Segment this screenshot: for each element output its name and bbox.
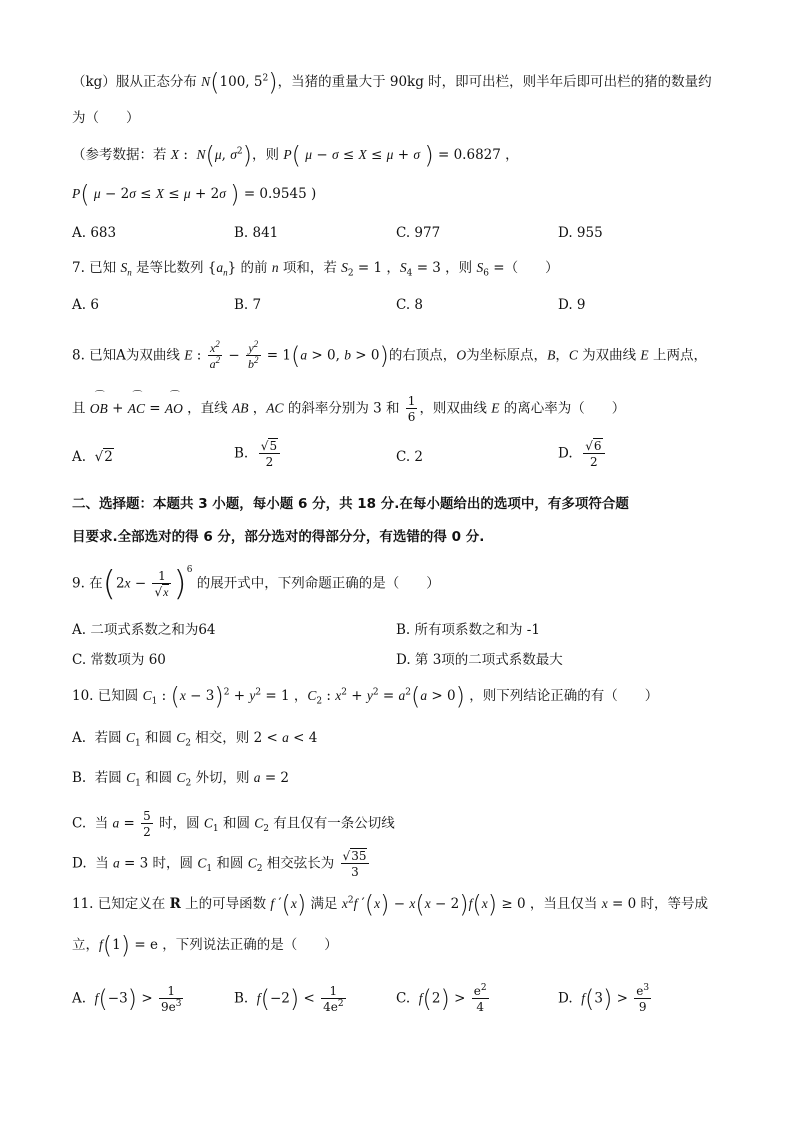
- q10-option-b: B. 若圆 $C_1$ 和圆 $C_2$ 外切，则 a = 2: [72, 770, 290, 789]
- q10-option-a: A. 若圆 $C_1$ 和圆 $C_2$ 相交，则 2 < a < 4: [72, 730, 318, 749]
- q11-stem-line2: 立，f(1) = e ，下列说法正确的是（ ）: [72, 931, 338, 960]
- q11-option-c: C. f(2) > $\frac{e^2}{4}$: [396, 983, 487, 1014]
- q8-option-d: D. $\frac{√6}{2}$: [558, 440, 607, 468]
- q7-option-a: A. 6: [72, 297, 99, 313]
- q9-option-b: B. 所有项系数之和为 -1: [396, 622, 540, 638]
- q8-stem-line2: 且 ⌒ OB + ⌒ AC = ⌒ AO ，直线 AB ，AC 的斜率分别为 3 和 $\frac{1}{6}$ ，则双曲线 E 的离心率为（ ）: [72, 395, 625, 423]
- q11-option-d: D. f(3) > $\frac{e^3}{9}$: [558, 983, 650, 1014]
- q9-option-a: A. 二项式系数之和为64: [72, 622, 216, 638]
- q7-option-b: B. 7: [234, 297, 262, 313]
- q6-option-b: B. 841: [234, 225, 279, 241]
- q10-option-c: C. 当 a = $\frac{5}{2}$ 时，圆 $C_1$ 和圆 $C_2$ 有且仅有一条公切线: [72, 809, 395, 839]
- q9-option-c: C. 常数项为 60: [72, 652, 166, 668]
- q8-option-b: B. $\frac{√5}{2}$: [234, 440, 282, 468]
- section-2-heading-line1: 二、选择题：本题共 3 小题，每小题 6 分，共 18 分.在每小题给出的选项中，有多项符合题: [72, 496, 629, 512]
- q8-stem-line1: 8. 已知A为双曲线 E : $\frac{x^2}{a^2}$ − $\frac{y^2}{b^2}$ = 1(a > 0, b > 0)的右顶点，O为坐标原点，B，C 为双曲线 E 上两点，: [72, 339, 707, 371]
- q9-stem: 9. 在(2x − $\frac{1}{√x}$ )$^6$ 的展开式中，下列命题正确的是（ ）: [72, 564, 440, 604]
- q7-stem: 7. 已知 $S_n$ 是等比数列 $\{a_n\}$ 的前 n 项和，若 $S_2 = 1$ ，$S_4 = 3$ ，则 $S_6$ =（ ）: [72, 260, 559, 279]
- q6-option-a: A. 683: [72, 225, 117, 241]
- section-2-heading-line2: 目要求.全部选对的得 6 分，部分选对的得部分分，有选错的得 0 分.: [72, 529, 485, 545]
- q8-option-a: A. √2: [72, 449, 113, 465]
- q11-option-b: B. f(−2) < $\frac{1}{4e^2}$: [234, 984, 344, 1014]
- q7-option-c: C. 8: [396, 297, 424, 313]
- q11-option-a: A. f(−3) > $\frac{1}{9e^3}$: [72, 984, 182, 1014]
- q9-option-d: D. 第 3项的二项式系数最大: [396, 652, 563, 668]
- q6-option-c: C. 977: [396, 225, 441, 241]
- q6-stem-line1: （kg）服从正态分布 N(100, $5^2$)，当猪的重量大于 90kg 时，即可出栏，则半年后即可出栏的猪的数量约: [72, 68, 712, 97]
- q6-reference-line2: P( μ − 2σ ≤ X ≤ μ + 2σ ) = 0.9545 ): [72, 180, 317, 209]
- q6-option-d: D. 955: [558, 225, 603, 241]
- q11-stem-line1: 11. 已知定义在 R 上的可导函数 f ′(x) 满足 $x^2f$ ′(x) − x(x − 2)f(x) ≥ 0 ，当且仅当 x = 0 时，等号成: [72, 890, 708, 919]
- q6-stem-line2: 为（ ）: [72, 110, 140, 126]
- q6-reference-line1: （参考数据：若 X : N(μ, $\sigma^2$)，则 P( μ − σ ≤ X ≤ μ + σ ) = 0.6827 ，: [72, 141, 519, 170]
- q10-option-d: D. 当 a = 3 时，圆 $C_1$ 和圆 $C_2$ 相交弦长为 $\frac{√35}{3}$: [72, 850, 371, 878]
- q10-stem: 10. 已知圆 $C_1$ : $(x - 3)^2 + y^2 = 1$ ，$C_2$ : $x^2 + y^2 = a^2(a > 0)$ ，则下列结论正确的有（ ）: [72, 682, 659, 711]
- q7-option-d: D. 9: [558, 297, 586, 313]
- q8-option-c: C. 2: [396, 449, 424, 465]
